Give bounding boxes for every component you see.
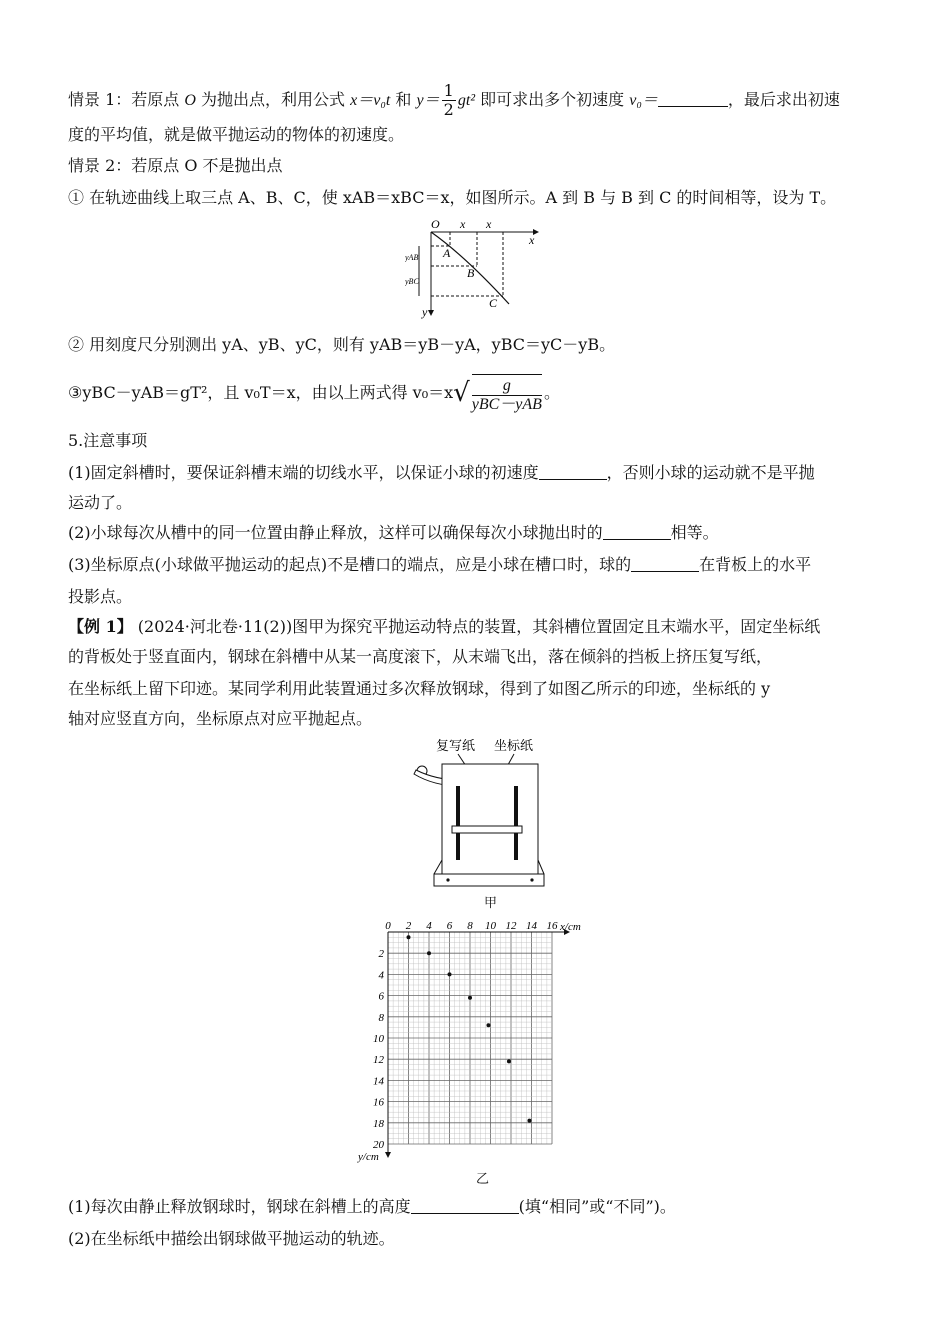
origin-label: O	[184, 92, 196, 109]
trace-point	[427, 951, 431, 955]
y-tick-label: 4	[378, 969, 384, 982]
note2-text-b: 相等。	[670, 523, 719, 542]
scenario2-title: 情景 2：若原点 O 不是抛出点	[68, 156, 283, 175]
fig-label-A: A	[443, 246, 451, 260]
step3-text: ③yBC－yAB＝gT²，且 v₀T＝x，由以上两式得 v₀＝x	[68, 383, 454, 402]
answer-blank-v0[interactable]	[658, 90, 728, 107]
example-line1-text: (2024·河北卷·11(2))图甲为探究平抛运动特点的装置，其斜槽位置固定且末端水平，固定坐标纸	[132, 617, 821, 636]
fig-label-x2: x	[486, 217, 492, 231]
example-line1	[68, 616, 890, 638]
note3-text-a: (3)坐标原点(小球做平抛运动的起点)不是槽口的端点，应是小球在槽口时，球的	[68, 555, 632, 574]
sqrt-fraction	[472, 374, 542, 414]
example-line2: 的背板处于竖直面内，钢球在斜槽中从某一高度滚下，从末端飞出，落在倾斜的挡板上挤压复写纸，	[68, 647, 773, 666]
scenario2-step2: ② 用刻度尺分别测出 yA、yB、yC，则有 yAB＝yB－yA，yBC＝yC－yB。	[68, 335, 616, 354]
y-tick-label: 14	[373, 1075, 384, 1088]
fig-label-B: B	[467, 266, 475, 280]
scenario2-step1: ① 在轨迹曲线上取三点 A、B、C，使 xAB＝xBC＝x，如图所示。A 到 B 与 B 到 C 的时间相等，设为 T。	[68, 188, 837, 207]
x-axis-title: x/cm	[560, 921, 581, 933]
note1-line1	[68, 462, 890, 484]
y-tick-label: 2	[378, 948, 384, 961]
y-tick-label: 10	[373, 1033, 384, 1045]
trace-point	[448, 972, 452, 976]
y-tick-label: 16	[373, 1096, 384, 1109]
x-tick-label: 4	[426, 920, 432, 932]
trace-point	[486, 1023, 490, 1027]
fraction-denominator: 2	[443, 100, 454, 119]
y-axis-title: y/cm	[358, 1151, 379, 1163]
x-tick-label: 16	[546, 920, 558, 932]
answer-blank-note3[interactable]	[631, 555, 699, 572]
step3-end: 。	[543, 383, 560, 402]
trace-point	[407, 935, 411, 939]
scenario1-lead: 情景 1：若原点	[68, 90, 185, 109]
apparatus-figure	[410, 736, 550, 892]
fig-label-x-axis: x	[529, 233, 535, 247]
fig-label-O: O	[431, 217, 440, 231]
formula-y: y＝	[416, 92, 440, 109]
note3-text-b: 在背板上的水平	[699, 555, 812, 574]
trace-chart	[340, 918, 600, 1166]
question1	[68, 1196, 890, 1218]
note2-line	[68, 522, 890, 544]
scenario2-step3	[68, 370, 890, 416]
x-tick-label: 0	[385, 920, 391, 932]
scenario1-line2: 度的平均值，就是做平抛运动的物体的初速度。	[68, 125, 405, 144]
fraction-numerator: 1	[443, 81, 454, 100]
note2-text-a: (2)小球每次从槽中的同一位置由静止释放，这样可以确保每次小球抛出时的	[68, 523, 603, 542]
caption-yi: 乙	[476, 1172, 490, 1187]
formula-x: x＝v₀t	[350, 92, 391, 109]
caption-jia: 甲	[484, 896, 498, 911]
chart-points	[407, 935, 532, 1122]
v0-label: v₀＝	[629, 92, 658, 109]
x-tick-label: 8	[467, 920, 473, 932]
formula-gt2: gt²	[457, 92, 476, 109]
trace-point	[468, 996, 472, 1000]
trajectory-figure	[405, 216, 550, 320]
note3-line1	[68, 554, 890, 576]
fig-label-C: C	[489, 296, 498, 310]
y-tick-label: 6	[378, 990, 384, 1003]
and-word: 和	[390, 90, 417, 109]
sqrt-numerator: g	[472, 377, 542, 396]
trace-point	[507, 1059, 511, 1063]
fraction-half	[442, 82, 456, 119]
answer-blank-q1[interactable]	[411, 1197, 519, 1214]
fig-label-yAB: yAB	[405, 253, 419, 262]
question1-text-b: (填“相同”或“不同”)。	[518, 1197, 676, 1216]
x-tick-label: 12	[505, 920, 517, 932]
chart-grid	[388, 932, 552, 1144]
fig-label-yBC: yBC	[405, 277, 419, 286]
notes-title: 5.注意事项	[68, 431, 148, 450]
question1-text-a: (1)每次由静止释放钢球时，钢球在斜槽上的高度	[68, 1197, 411, 1216]
y-tick-label: 8	[378, 1011, 384, 1024]
y-tick-label: 12	[373, 1054, 384, 1067]
question2: (2)在坐标纸中描绘出钢球做平抛运动的轨迹。	[68, 1229, 395, 1248]
note1-text-b: ，否则小球的运动就不是平抛	[606, 463, 815, 482]
chart-axes	[357, 920, 581, 1163]
y-tick-label: 18	[373, 1117, 384, 1130]
note1-line2: 运动了。	[68, 493, 133, 512]
fig-label-x1: x	[460, 217, 466, 231]
scenario1-text3: ，最后求出初速	[727, 90, 840, 109]
scenario1-text1: 为抛出点，利用公式	[195, 90, 351, 109]
sqrt-sign: √	[453, 378, 470, 408]
y-tick-label: 20	[373, 1139, 384, 1151]
sqrt-denominator: yBC－yAB	[471, 395, 542, 413]
answer-blank-note2[interactable]	[603, 523, 671, 540]
answer-blank-note1[interactable]	[539, 463, 607, 480]
scenario1-text2: 即可求出多个初速度	[475, 90, 630, 109]
label-coordinate-paper: 坐标纸	[494, 738, 534, 753]
x-tick-label: 6	[446, 920, 453, 932]
example-line3: 在坐标纸上留下印迹。某同学利用此装置通过多次释放钢球，得到了如图乙所示的印迹，坐标纸的 y	[68, 679, 771, 698]
note1-text-a: (1)固定斜槽时，要保证斜槽末端的切线水平，以保证小球的初速度	[68, 463, 539, 482]
x-tick-label: 10	[485, 920, 496, 932]
note3-line2: 投影点。	[68, 587, 133, 606]
x-tick-label: 14	[526, 920, 537, 932]
trace-point	[527, 1119, 531, 1123]
fig-label-y-axis: y	[422, 305, 428, 319]
scenario1-line1	[68, 82, 890, 119]
y-axis-arrow	[385, 1152, 391, 1158]
label-carbon-paper: 复写纸	[436, 738, 476, 753]
example-tag: 【例 1】	[68, 617, 133, 636]
x-tick-label: 2	[405, 920, 412, 932]
example-line4: 轴对应竖直方向，坐标原点对应平抛起点。	[68, 709, 373, 728]
